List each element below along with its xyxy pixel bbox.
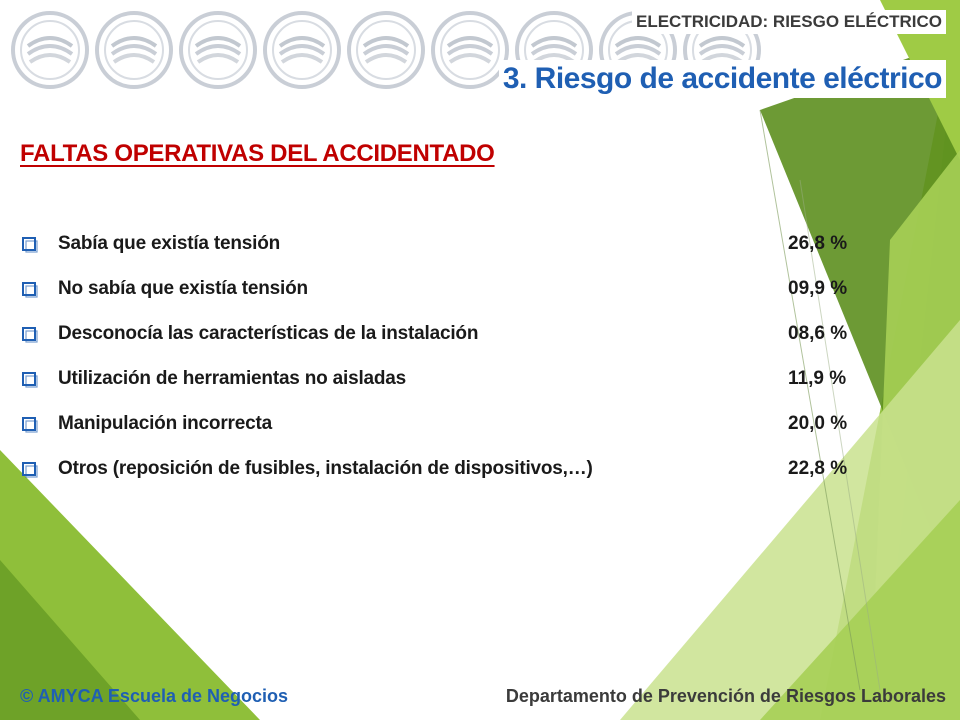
checkbox-bullet-icon — [22, 417, 38, 433]
ambiente-calidad-seal-icon — [10, 8, 90, 92]
section-heading: FALTAS OPERATIVAS DEL ACCIDENTADO — [20, 140, 495, 167]
list-item — [22, 233, 872, 278]
item-label: No sabía que existía tensión — [58, 278, 308, 299]
checkbox-bullet-icon — [22, 327, 38, 343]
statistics-list — [22, 233, 872, 503]
item-label: Utilización de herramientas no aisladas — [58, 368, 407, 389]
slide-title: 3. Riesgo de accidente eléctrico — [499, 60, 946, 98]
ambiente-calidad-seal-icon — [262, 8, 342, 92]
item-label: Manipulación incorrecta — [58, 413, 272, 434]
item-label: Otros (reposición de fusibles, instalación de dispositivos,…) — [58, 458, 593, 479]
item-percentage: 20,0 % — [788, 413, 848, 434]
list-item — [22, 458, 872, 503]
checkbox-bullet-icon — [22, 372, 38, 388]
item-percentage: 26,8 % — [788, 233, 848, 254]
checkbox-bullet-icon — [22, 282, 38, 298]
item-percentage: 09,9 % — [788, 278, 848, 299]
list-item — [22, 323, 872, 368]
checkbox-bullet-icon — [22, 462, 38, 478]
ambiente-calidad-seal-icon — [94, 8, 174, 92]
item-label: Desconocía las características de la instalación — [58, 323, 479, 344]
ambiente-calidad-seal-icon — [178, 8, 258, 92]
item-percentage: 22,8 % — [788, 458, 848, 479]
list-item — [22, 368, 872, 413]
item-percentage: 08,6 % — [788, 323, 848, 344]
list-item — [22, 278, 872, 323]
checkbox-bullet-icon — [22, 237, 38, 253]
list-item — [22, 413, 872, 458]
footer-department: Departamento de Prevención de Riesgos Laborales — [505, 686, 946, 706]
ambiente-calidad-seal-icon — [346, 8, 426, 92]
item-label: Sabía que existía tensión — [58, 233, 281, 254]
item-percentage: 11,9 % — [788, 368, 847, 389]
section-label: ELECTRICIDAD: RIESGO ELÉCTRICO — [632, 10, 946, 34]
footer-copyright: © AMYCA Escuela de Negocios — [20, 686, 288, 706]
